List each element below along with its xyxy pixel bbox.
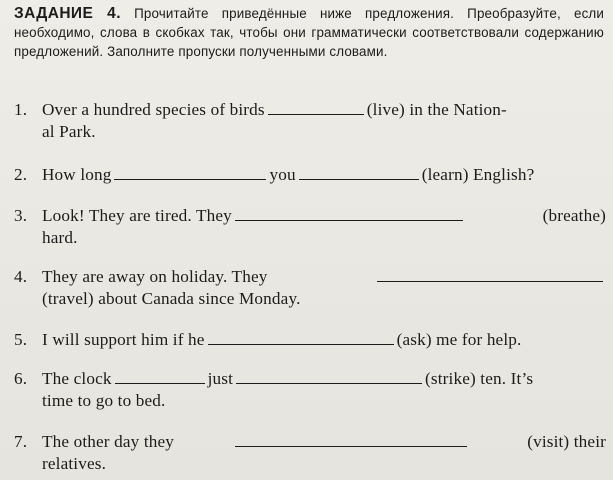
task-instruction [14, 4, 604, 61]
exercise-item-3 [14, 205, 606, 248]
item-text-before: How long [42, 165, 112, 184]
answer-blank[interactable] [208, 330, 394, 345]
answer-blank[interactable] [268, 100, 364, 115]
item-text-before: Over a hundred species of birds [42, 100, 265, 119]
exercise-item-7 [14, 431, 606, 474]
item-number: 2. [14, 165, 28, 184]
item-hint: (visit) their [527, 432, 607, 451]
item-number: 3. [14, 206, 28, 225]
item-text-middle: just [207, 369, 234, 388]
item-continuation: al Park. [42, 121, 96, 141]
item-number: 1. [14, 100, 28, 119]
item-text-before: They are away on holiday. They [42, 267, 268, 286]
item-continuation: hard. [42, 227, 78, 247]
item-hint: (learn) English? [421, 165, 535, 184]
answer-blank[interactable] [114, 165, 266, 180]
task-label: ЗАДАНИЕ 4. [14, 5, 121, 22]
exercise-item-5 [14, 329, 606, 351]
item-hint: (ask) me for help. [396, 330, 522, 349]
task-text: Прочитайте приведённые ниже предложения. Преобразуйте, если необходимо, слова в скобках так, чтобы они грамматически соответствовали содержанию предложений. Заполните пропуски полученными словами. [14, 6, 605, 59]
item-number: 6. [14, 369, 28, 388]
item-text-before: Look! They are tired. They [42, 206, 232, 225]
item-text-before: The other day they [42, 432, 175, 451]
exercise-item-6 [14, 368, 606, 411]
answer-blank[interactable] [377, 267, 603, 282]
answer-blank[interactable] [235, 432, 467, 447]
item-hint: (live) in the Nation- [366, 100, 507, 119]
exercise-item-1 [14, 99, 606, 142]
exercise-item-4 [14, 266, 606, 309]
answer-blank[interactable] [299, 165, 419, 180]
item-number: 7. [14, 432, 28, 451]
item-text-before: I will support him if he [42, 330, 205, 349]
exercise-item-2 [14, 164, 606, 186]
answer-blank[interactable] [236, 369, 422, 384]
item-number: 5. [14, 330, 28, 349]
answer-blank[interactable] [115, 369, 205, 384]
item-hint: (breathe) [542, 206, 606, 225]
item-continuation: (travel) about Canada since Monday. [42, 288, 301, 308]
item-continuation: time to go to bed. [42, 390, 166, 410]
item-text-middle: you [269, 165, 296, 184]
item-number: 4. [14, 267, 28, 286]
item-hint: (strike) ten. It’s [425, 369, 534, 388]
item-continuation: relatives. [42, 453, 107, 473]
item-text-before: The clock [42, 369, 112, 388]
answer-blank[interactable] [235, 206, 463, 221]
